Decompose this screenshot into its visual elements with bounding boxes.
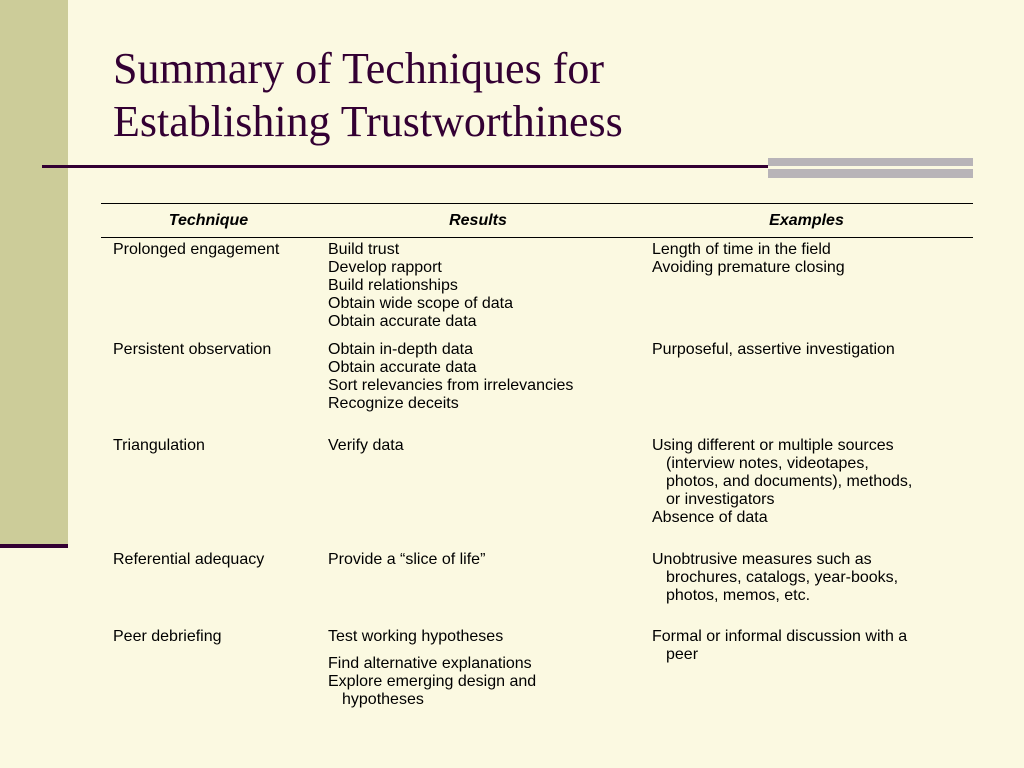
result-item: Obtain accurate data	[328, 313, 477, 330]
example-item: photos, and documents), methods,	[666, 473, 913, 490]
technique-cell: Prolonged engagement	[113, 241, 280, 258]
examples-cell	[640, 434, 973, 548]
result-item: Obtain in-depth data	[328, 341, 473, 358]
header-technique: Technique	[101, 204, 316, 238]
result-item: Sort relevancies from irrelevancies	[328, 377, 574, 394]
techniques-table	[101, 203, 973, 718]
examples-cell	[640, 338, 973, 434]
examples-cell	[640, 548, 973, 625]
left-decorative-band	[0, 0, 68, 546]
decorative-gray-block	[768, 158, 973, 178]
example-item: Avoiding premature closing	[652, 259, 845, 276]
examples-cell	[640, 238, 973, 339]
example-item: Formal or informal discussion with a	[652, 628, 908, 645]
result-item: hypotheses	[342, 691, 424, 708]
slide-title-line-1: Summary of Techniques for	[113, 44, 605, 93]
results-cell	[316, 625, 640, 718]
example-item: Using different or multiple sources	[652, 437, 894, 454]
table-row	[101, 548, 973, 625]
left-accent-bar	[0, 544, 68, 548]
result-item: Build relationships	[328, 277, 458, 294]
results-cell	[316, 548, 640, 625]
table-row	[101, 238, 973, 339]
results-cell	[316, 338, 640, 434]
results-cell	[316, 238, 640, 339]
result-item: Build trust	[328, 241, 400, 258]
result-item: Obtain accurate data	[328, 359, 477, 376]
table-row	[101, 434, 973, 548]
results-cell	[316, 434, 640, 548]
table-header-row	[101, 204, 973, 238]
result-item: Explore emerging design and	[328, 673, 537, 690]
result-item: Find alternative explanations	[328, 655, 532, 672]
header-results: Results	[316, 204, 640, 238]
technique-cell: Referential adequacy	[113, 551, 265, 568]
techniques-table-container	[101, 203, 973, 718]
example-item: peer	[666, 646, 699, 663]
example-item: Unobtrusive measures such as	[652, 551, 872, 568]
example-item: photos, memos, etc.	[666, 587, 811, 604]
technique-cell: Persistent observation	[113, 341, 272, 358]
result-item: Provide a “slice of life”	[328, 551, 486, 568]
result-item: Obtain wide scope of data	[328, 295, 514, 312]
result-item: Verify data	[328, 437, 404, 454]
table-row	[101, 625, 973, 718]
example-item: (interview notes, videotapes,	[666, 455, 869, 472]
example-item: Absence of data	[652, 509, 768, 526]
example-item: Purposeful, assertive investigation	[652, 341, 895, 358]
table-row	[101, 338, 973, 434]
slide-title-line-2: Establishing Trustworthiness	[113, 97, 623, 146]
example-item: or investigators	[666, 491, 775, 508]
header-examples: Examples	[640, 204, 973, 238]
technique-cell: Triangulation	[113, 437, 205, 454]
example-item: Length of time in the field	[652, 241, 831, 258]
result-item: Develop rapport	[328, 259, 442, 276]
technique-cell: Peer debriefing	[113, 628, 222, 645]
slide-title	[113, 42, 873, 148]
example-item: brochures, catalogs, year-books,	[666, 569, 899, 586]
result-item: Test working hypotheses	[328, 628, 504, 645]
result-item: Recognize deceits	[328, 395, 459, 412]
examples-cell	[640, 625, 973, 718]
